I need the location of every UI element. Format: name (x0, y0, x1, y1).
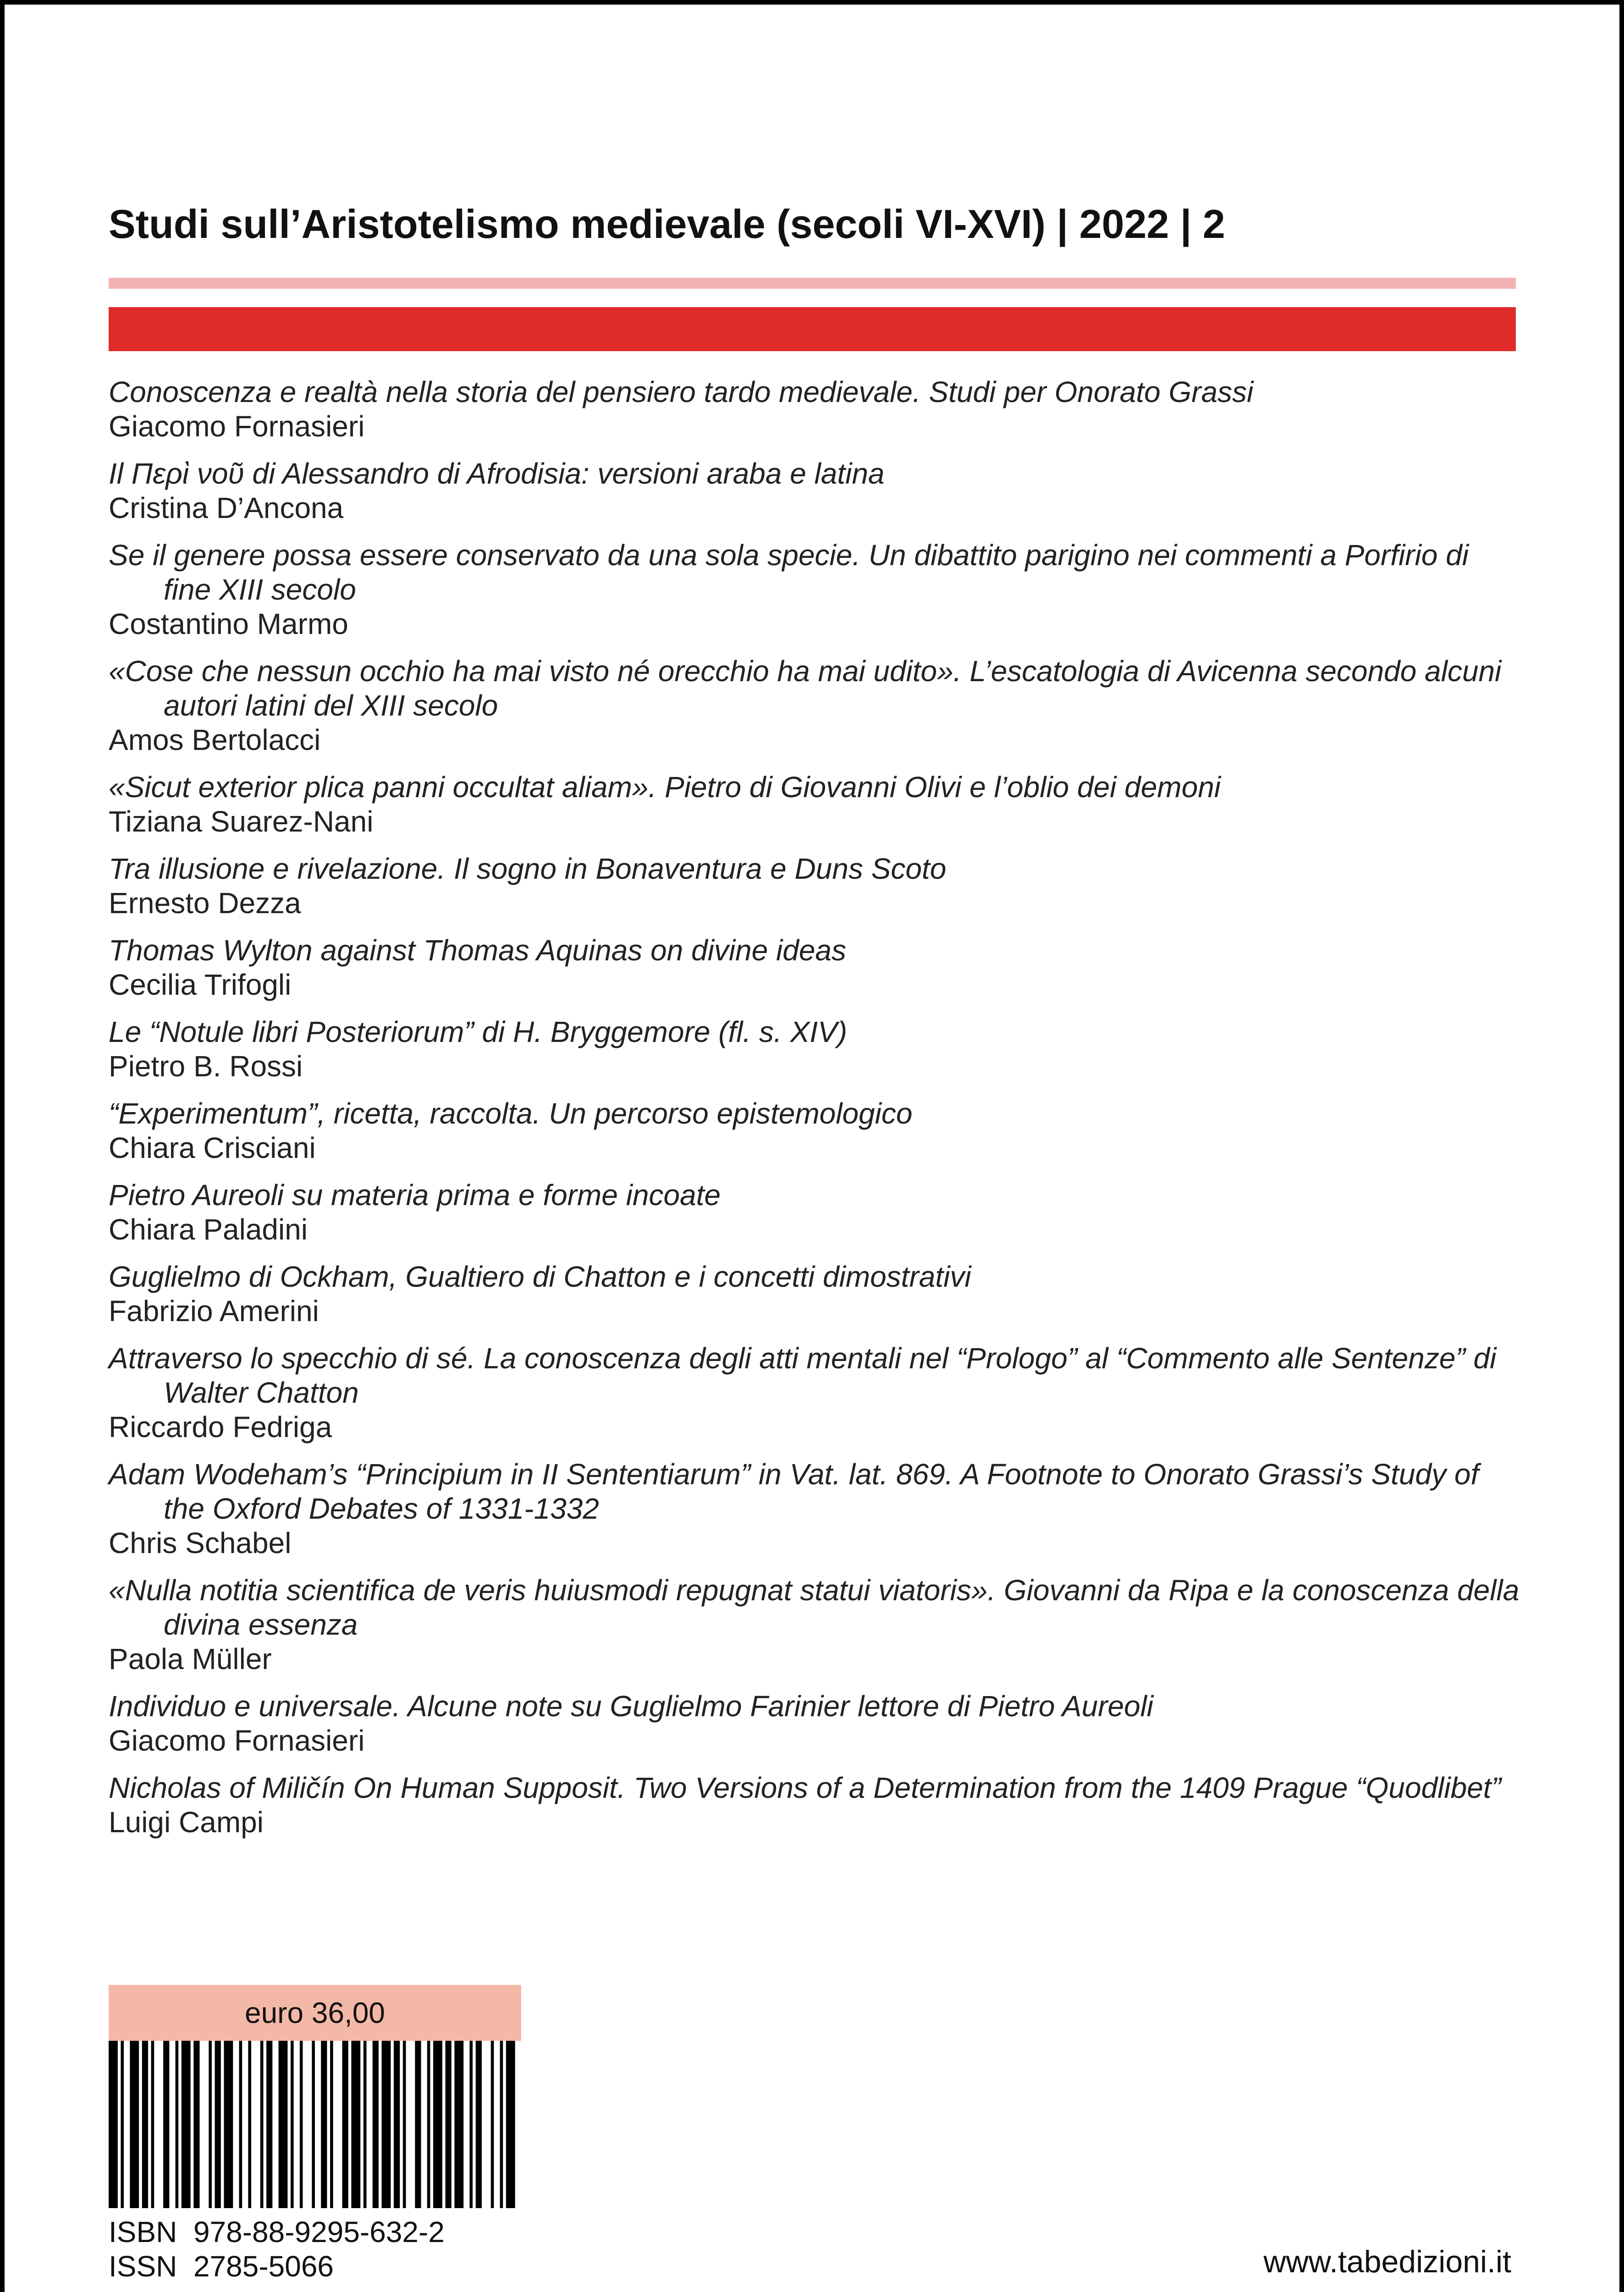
barcode-bar (373, 2041, 379, 2208)
toc-entry (109, 770, 1523, 839)
toc-entry (109, 457, 1523, 525)
barcode-bar (427, 2041, 430, 2208)
barcode-bar (312, 2041, 315, 2208)
article-title: Guglielmo di Ockham, Gualtiero di Chatton e i concetti dimostrativi (109, 1260, 971, 1293)
article-author: Cecilia Trifogli (109, 968, 292, 1001)
article-title: «Sicut exterior plica panni occultat aliam». Pietro di Giovanni Olivi e l’oblio dei demoni (109, 771, 1221, 804)
barcode-bar (130, 2041, 139, 2208)
barcode-bar (454, 2041, 463, 2208)
article-author: Costantino Marmo (109, 607, 348, 640)
article-author: Cristina D’Ancona (109, 491, 344, 524)
barcode-bar (121, 2041, 124, 2208)
article-author: Tiziana Suarez-Nani (109, 805, 374, 838)
barcode-bar (239, 2041, 242, 2208)
toc-entry (109, 375, 1523, 444)
toc-entry (109, 1771, 1523, 1840)
back-cover (5, 5, 1619, 2292)
article-author: Paola Müller (109, 1642, 272, 1675)
article-author: Pietro B. Rossi (109, 1050, 303, 1083)
toc-entry (109, 1260, 1523, 1328)
barcode-bar (176, 2041, 179, 2208)
publisher-website: www.tabedizioni.it (1263, 2244, 1511, 2279)
barcode-bar (300, 2041, 303, 2208)
toc-entry (109, 538, 1523, 641)
barcode-bar (506, 2041, 515, 2208)
table-of-contents (109, 375, 1523, 1852)
article-title: Tra illusione e rivelazione. Il sogno in Bonaventura e Duns Scoto (109, 852, 947, 885)
isbn-code: ISBN 978-88-9295-632-2 (109, 2215, 445, 2248)
barcode-bar (279, 2041, 288, 2208)
article-title: Nicholas of Miličín On Human Supposit. Two Versions of a Determination from the 1409 Prague “Quodlibet” (109, 1771, 1501, 1804)
article-title: Adam Wodeham’s “Principium in II Sententiarum” in Vat. lat. 869. A Footnote to Onorato Grassi’s Study of the Oxford Debates of 1331-1332 (109, 1458, 1479, 1525)
barcode-bar (470, 2041, 473, 2208)
toc-entry (109, 1341, 1523, 1444)
toc-entry (109, 1015, 1523, 1084)
barcode-bar (193, 2041, 199, 2208)
barcode-bar (260, 2041, 264, 2208)
article-author: Giacomo Fornasieri (109, 1724, 365, 1757)
barcode-bar (321, 2041, 327, 2208)
barcode-bar (476, 2041, 482, 2208)
article-title: Thomas Wylton against Thomas Aquinas on divine ideas (109, 934, 847, 967)
barcode-bar (209, 2041, 212, 2208)
barcode-bar (382, 2041, 391, 2208)
barcode-bar (109, 2041, 118, 2208)
article-title: Il Περὶ νοῦ di Alessandro di Afrodisia: versioni araba e latina (109, 457, 885, 490)
toc-entry (109, 852, 1523, 920)
toc-entry (109, 1689, 1523, 1758)
barcode-bar (433, 2041, 442, 2208)
article-title: Attraverso lo specchio di sé. La conoscenza degli atti mentali nel “Prologo” al “Commento alle Sentenze” di Walter Chatton (109, 1342, 1497, 1409)
article-author: Luigi Campi (109, 1806, 264, 1839)
article-author: Chiara Crisciani (109, 1131, 316, 1164)
article-author: Ernesto Dezza (109, 887, 301, 920)
barcode-bar (224, 2041, 233, 2208)
barcode-bar (151, 2041, 154, 2208)
article-title: Se il genere possa essere conservato da una sola specie. Un dibattito parigino nei commenti a Porfirio di fine XIII secolo (109, 539, 1469, 606)
price-text: euro 36,00 (244, 1996, 385, 2029)
barcode-bar (142, 2041, 148, 2208)
toc-entry (109, 1178, 1523, 1247)
decorative-thick-bar (109, 307, 1516, 351)
article-author: Giacomo Fornasieri (109, 410, 365, 443)
barcode-bar (394, 2041, 400, 2208)
barcode-bar (248, 2041, 251, 2208)
barcode-bar (491, 2041, 494, 2208)
toc-entry (109, 1573, 1523, 1676)
article-title: «Nulla notitia scientifica de veris huiusmodi repugnat statui viatoris». Giovanni da Ripa e la conoscenza della divina essenza (109, 1574, 1519, 1641)
barcode-bar (446, 2041, 451, 2208)
barcode (109, 2041, 521, 2208)
barcode-bar (330, 2041, 333, 2208)
article-title: Conoscenza e realtà nella storia del pensiero tardo medievale. Studi per Onorato Grassi (109, 375, 1254, 408)
toc-entry (109, 1457, 1523, 1560)
price-label (109, 1985, 521, 2041)
article-author: Fabrizio Amerini (109, 1295, 319, 1328)
barcode-bar (415, 2041, 421, 2208)
article-author: Chris Schabel (109, 1526, 292, 1559)
barcode-bar (182, 2041, 191, 2208)
identifier-codes (109, 2215, 445, 2284)
barcode-bar (403, 2041, 406, 2208)
article-title: Pietro Aureoli su materia prima e forme incoate (109, 1179, 721, 1212)
journal-title: Studi sull’Aristotelismo medievale (secoli VI-XVI) | 2022 | 2 (109, 201, 1225, 247)
barcode-bar (163, 2041, 169, 2208)
decorative-thin-bar (109, 278, 1516, 289)
article-title: Individuo e universale. Alcune note su Guglielmo Farinier lettore di Pietro Aureoli (109, 1690, 1154, 1723)
toc-entry (109, 654, 1523, 757)
issn-code: ISSN 2785-5066 (109, 2250, 334, 2283)
barcode-bar (363, 2041, 367, 2208)
barcode-bar (500, 2041, 503, 2208)
article-author: Chiara Paladini (109, 1213, 308, 1246)
article-author: Riccardo Fedriga (109, 1410, 332, 1444)
barcode-bar (266, 2041, 272, 2208)
barcode-bar (215, 2041, 221, 2208)
toc-entry (109, 1096, 1523, 1165)
article-title: “Experimentum”, ricetta, raccolta. Un percorso epistemologico (109, 1097, 913, 1130)
toc-entry (109, 933, 1523, 1002)
article-title: Le “Notule libri Posteriorum” di H. Bryggemore (fl. s. XIV) (109, 1015, 848, 1048)
article-author: Amos Bertolacci (109, 723, 321, 756)
barcode-bar (291, 2041, 294, 2208)
article-title: «Cose che nessun occhio ha mai visto né orecchio ha mai udito». L’escatologia di Avicenna secondo alcuni autori latini del XIII secolo (109, 655, 1502, 722)
barcode-bar (342, 2041, 348, 2208)
barcode-bar (351, 2041, 360, 2208)
